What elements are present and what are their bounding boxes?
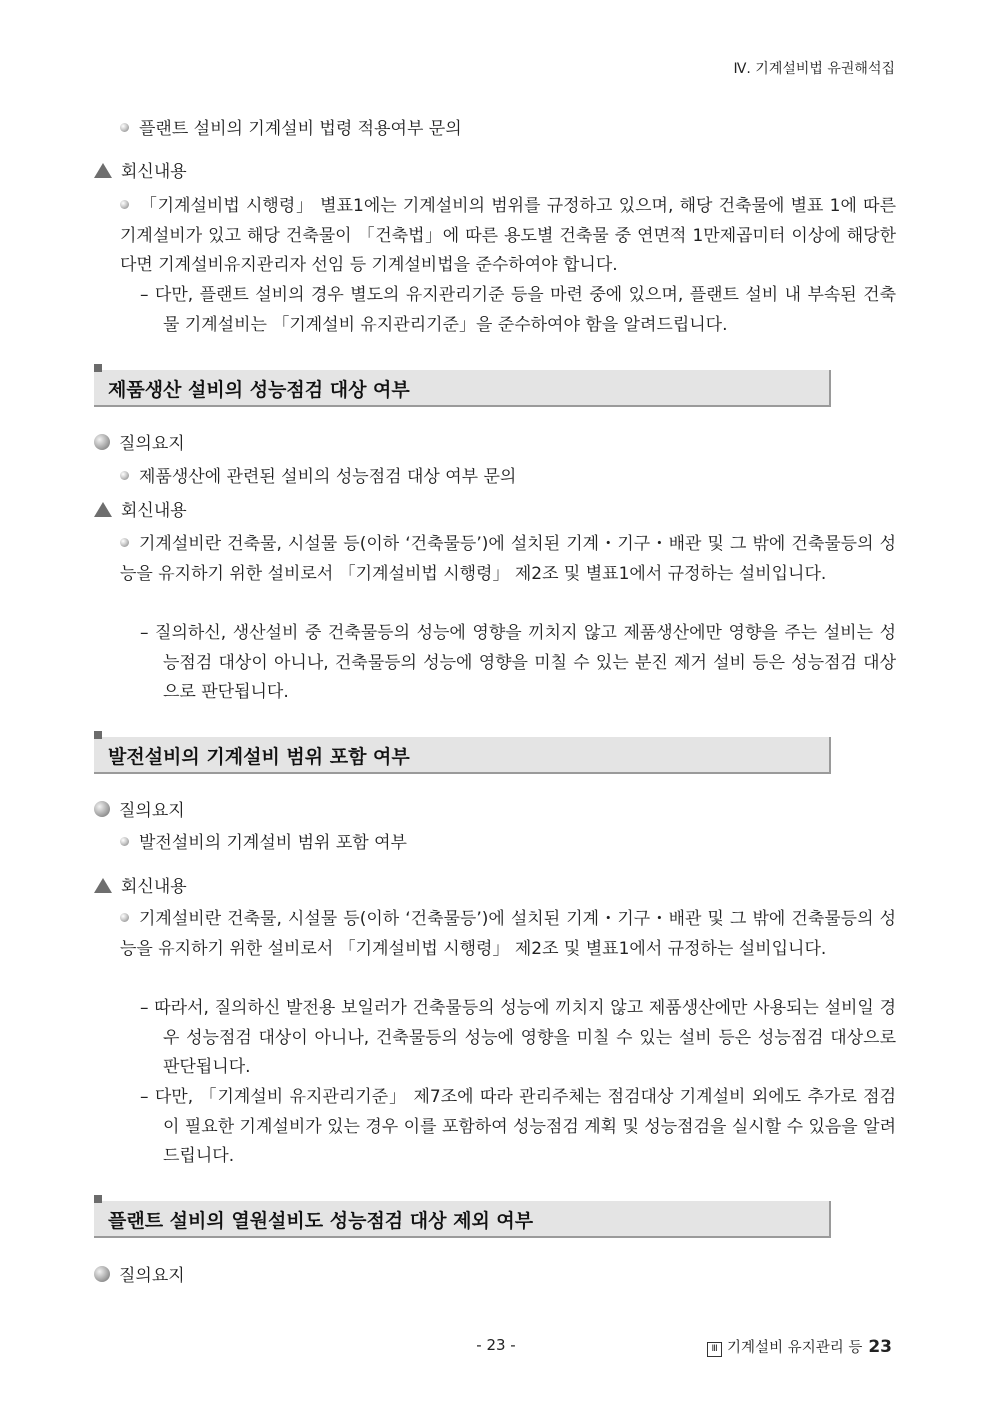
section-header xyxy=(94,370,831,407)
square-icon xyxy=(94,364,102,372)
bullet-icon xyxy=(120,123,129,132)
running-head: Ⅳ. 기계설비법 유권해석집 xyxy=(733,61,895,77)
triangle-icon xyxy=(94,163,112,178)
section-title: 발전설비의 기계설비 범위 포함 여부 xyxy=(108,746,410,768)
section-title: 플랜트 설비의 열원설비도 성능점검 대상 제외 여부 xyxy=(108,1210,534,1232)
question-label: 질의요지 xyxy=(94,799,185,823)
section-header xyxy=(94,737,831,774)
answer-sub-item: – 질의하신, 생산설비 중 건축물등의 성능에 영향을 끼치지 않고 제품생산에만 영향을 주는 설비는 성능점검 대상이 아니나, 건축물등의 성능에 영향을 미칠 수 있는 분진 제거 설비 등은 성능점검 대상으로 판단됩니다. xyxy=(140,623,896,702)
question-item: 제품생산에 관련된 설비의 성능점검 대상 여부 문의 xyxy=(120,463,516,492)
bullet-icon xyxy=(120,837,129,846)
answer-sub-item: – 따라서, 질의하신 발전용 보일러가 건축물등의 성능에 끼치지 않고 제품생산에만 사용되는 설비일 경우 성능점검 대상이 아니나, 건축물등의 성능에 영향을 미칠 수 있는 설비 등은 성능점검 대상으로 판단됩니다. xyxy=(140,998,896,1077)
answer-label: 회신내용 xyxy=(94,160,187,184)
bullet-icon xyxy=(120,200,129,209)
footer-chapter xyxy=(707,1336,892,1358)
answer-sub-item: – 다만, 플랜트 설비의 경우 별도의 유지관리기준 등을 마련 중에 있으며, 플랜트 설비 내 부속된 건축물 기계설비는 「기계설비 유지관리기준」을 준수하여야 함을 알려드립니다. xyxy=(140,285,896,335)
question-label: 질의요지 xyxy=(94,1264,185,1288)
answer-paragraph: 기계설비란 건축물, 시설물 등(이하 ‘건축물등’)에 설치된 기계・기구・배관 및 그 밖에 건축물등의 성능을 유지하기 위한 설비로서 「기계설비법 시행령」 제2조 및 별표1에서 규정하는 설비입니다. xyxy=(120,909,896,959)
answer-paragraph: 「기계설비법 시행령」 별표1에는 기계설비의 범위를 규정하고 있으며, 해당 건축물에 별표 1에 따른 기계설비가 있고 해당 건축물이 「건축법」에 따른 용도별 건축물 중 연면적 1만제곱미터 이상에 해당한다면 기계설비유지관리자 선임 등 기계설비법을 준수하여야 합니다. xyxy=(120,196,896,275)
question-label: 질의요지 xyxy=(94,432,185,456)
page-number-center: - 23 - xyxy=(476,1336,516,1354)
question-item: 플랜트 설비의 기계설비 법령 적용여부 문의 xyxy=(120,115,462,144)
question-item: 발전설비의 기계설비 범위 포함 여부 xyxy=(120,829,407,858)
bullet-icon xyxy=(120,913,129,922)
section-header xyxy=(94,1201,831,1238)
section-title: 제품생산 설비의 성능점검 대상 여부 xyxy=(108,379,410,401)
page-number: 23 xyxy=(868,1337,892,1357)
triangle-icon xyxy=(94,878,112,893)
q-circle-icon xyxy=(94,801,110,817)
answer-sub-item: – 다만, 「기계설비 유지관리기준」 제7조에 따라 관리주체는 점검대상 기계설비 외에도 추가로 점검이 필요한 기계설비가 있는 경우 이를 포함하여 성능점검 계획 및 성능점검을 실시할 수 있음을 알려드립니다. xyxy=(140,1087,896,1166)
answer-label: 회신내용 xyxy=(94,499,187,523)
bullet-icon xyxy=(120,538,129,547)
chapter-mark: Ⅲ xyxy=(707,1342,722,1357)
chapter-title: 기계설비 유지관리 등 xyxy=(727,1340,863,1356)
answer-label: 회신내용 xyxy=(94,875,187,899)
bullet-icon xyxy=(120,471,129,480)
answer-paragraph: 기계설비란 건축물, 시설물 등(이하 ‘건축물등’)에 설치된 기계・기구・배관 및 그 밖에 건축물등의 성능을 유지하기 위한 설비로서 「기계설비법 시행령」 제2조 및 별표1에서 규정하는 설비입니다. xyxy=(120,534,896,584)
triangle-icon xyxy=(94,502,112,517)
square-icon xyxy=(94,731,102,739)
q-circle-icon xyxy=(94,434,110,450)
square-icon xyxy=(94,1195,102,1203)
q-circle-icon xyxy=(94,1266,110,1282)
